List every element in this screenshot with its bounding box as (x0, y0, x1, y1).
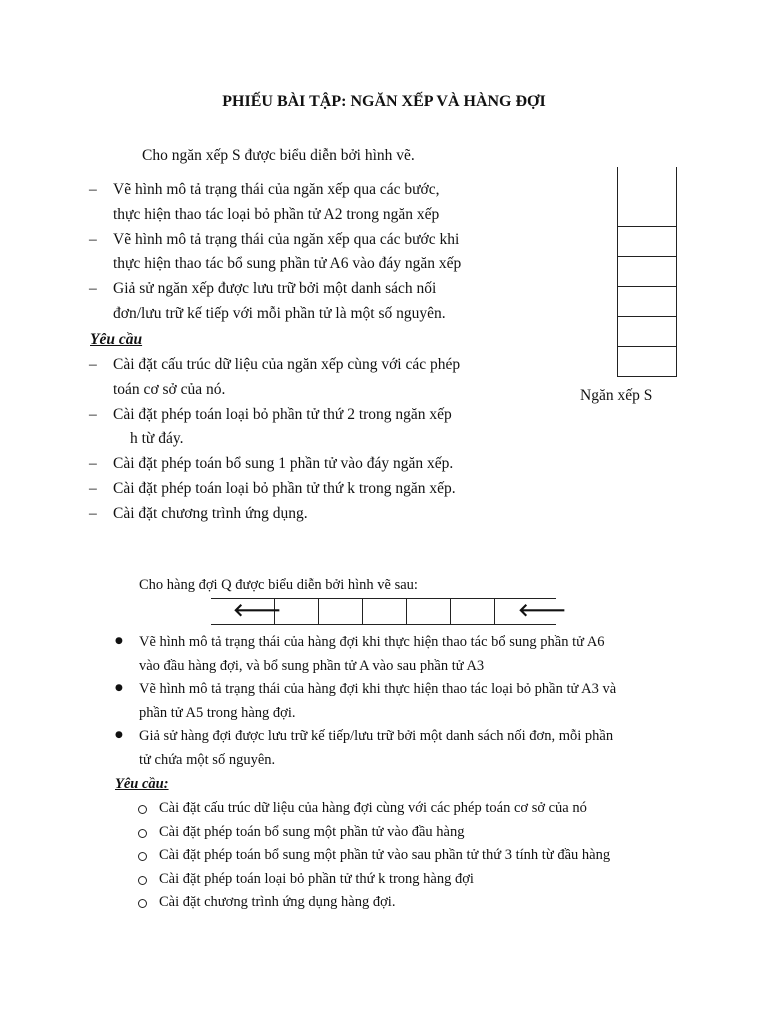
list-item-line: đơn/lưu trữ kế tiếp với mỗi phần tử là một số nguyên. (113, 304, 446, 322)
queue-requirements-heading: Yêu cầu: (115, 776, 169, 792)
stack-figure (617, 167, 677, 377)
circle-bullet-icon (138, 876, 147, 885)
dash-marker: – (89, 356, 97, 373)
circle-bullet-icon (138, 852, 147, 861)
list-item-line: Vẽ hình mô tả trạng thái của ngăn xếp qua các bước, (113, 181, 440, 198)
stack-slot (617, 347, 677, 377)
list-item-line: Cài đặt phép toán loại bỏ phần tử thứ 2 trong ngăn xếp (113, 405, 452, 423)
queue-intro: Cho hàng đợi Q được biểu diễn bởi hình vẽ sau: (139, 577, 418, 593)
stack-slot (617, 257, 677, 287)
dash-marker: – (89, 230, 97, 248)
stack-figure-caption: Ngăn xếp S (580, 387, 653, 404)
list-item-line: Vẽ hình mô tả trạng thái của hàng đợi khi thực hiện thao tác loại bỏ phần tử A3 và (139, 681, 617, 697)
bullet-icon: ● (115, 636, 123, 646)
dash-marker: – (89, 280, 97, 297)
queue-divider (406, 598, 407, 625)
list-item-line: Cài đặt phép toán bổ sung một phần tử vào sau phần tử thứ 3 tính từ đầu hàng (159, 847, 611, 863)
list-item-line: tử chứa một số nguyên. (139, 751, 276, 768)
list-item-line: Cài đặt chương trình ứng dụng hàng đợi. (159, 894, 396, 910)
queue-front-arrow-icon: 🡐 (233, 600, 282, 621)
list-item-line: Cài đặt cấu trúc dữ liệu của hàng đợi cùng với các phép toán cơ sở của nó (159, 800, 587, 816)
dash-marker: – (89, 480, 97, 497)
bullet-icon: ● (115, 730, 123, 740)
list-item-line: Giả sử ngăn xếp được lưu trữ bởi một danh sách nối (113, 280, 437, 297)
list-item-line: toán cơ sở của nó. (113, 380, 226, 398)
stack-slot (617, 197, 677, 227)
worksheet-title: PHIẾU BÀI TẬP: NGĂN XẾP VÀ HÀNG ĐỢI (222, 93, 546, 110)
stack-slot (617, 227, 677, 257)
dash-marker: – (89, 181, 97, 198)
queue-rear-arrow-icon: 🡐 (518, 600, 567, 621)
queue-bottom-line (211, 624, 556, 625)
list-item-line: thực hiện thao tác loại bỏ phần tử A2 trong ngăn xếp (113, 205, 440, 223)
list-item-line: Vẽ hình mô tả trạng thái của hàng đợi khi thực hiện thao tác bổ sung phần tử A6 (139, 634, 605, 650)
dash-marker: – (89, 455, 97, 472)
list-item-line: Cài đặt phép toán bổ sung 1 phần tử vào đáy ngăn xếp. (113, 455, 454, 472)
list-item-line: Cài đặt phép toán loại bỏ phần tử thứ k trong ngăn xếp. (113, 480, 456, 497)
stack-intro: Cho ngăn xếp S được biểu diễn bởi hình vẽ. (142, 147, 415, 164)
queue-divider (318, 598, 319, 625)
dash-marker: – (89, 505, 97, 522)
list-item-line: Vẽ hình mô tả trạng thái của ngăn xếp qua các bước khi (113, 230, 460, 248)
list-item-line: Cài đặt cấu trúc dữ liệu của ngăn xếp cùng với các phép (113, 356, 461, 373)
queue-divider (494, 598, 495, 625)
stack-slot (617, 317, 677, 347)
stack-slot (617, 287, 677, 317)
stack-requirements-heading: Yêu cầu (90, 331, 143, 348)
circle-bullet-icon (138, 829, 147, 838)
dash-marker: – (89, 405, 97, 423)
circle-bullet-icon (138, 805, 147, 814)
queue-figure (211, 598, 567, 625)
queue-divider (450, 598, 451, 625)
list-item-line: vào đầu hàng đợi, và bổ sung phần tử A vào sau phần tử A3 (139, 657, 485, 674)
list-item-line: h từ đáy. (130, 430, 184, 447)
list-item-line: Cài đặt phép toán loại bỏ phần tử thứ k trong hàng đợi (159, 870, 474, 887)
list-item-line: Cài đặt phép toán bổ sung một phần tử vào đầu hàng (159, 823, 465, 840)
queue-divider (362, 598, 363, 625)
queue-top-line (211, 598, 556, 599)
list-item-line: phần tử A5 trong hàng đợi. (139, 704, 296, 721)
list-item-line: Giả sử hàng đợi được lưu trữ kế tiếp/lưu trữ bởi một danh sách nối đơn, mỗi phần (139, 728, 614, 744)
bullet-icon: ● (115, 683, 123, 693)
list-item-line: thực hiện thao tác bổ sung phần tử A6 vào đáy ngăn xếp (113, 255, 462, 272)
circle-bullet-icon (138, 899, 147, 908)
list-item-line: Cài đặt chương trình ứng dụng. (113, 505, 308, 522)
